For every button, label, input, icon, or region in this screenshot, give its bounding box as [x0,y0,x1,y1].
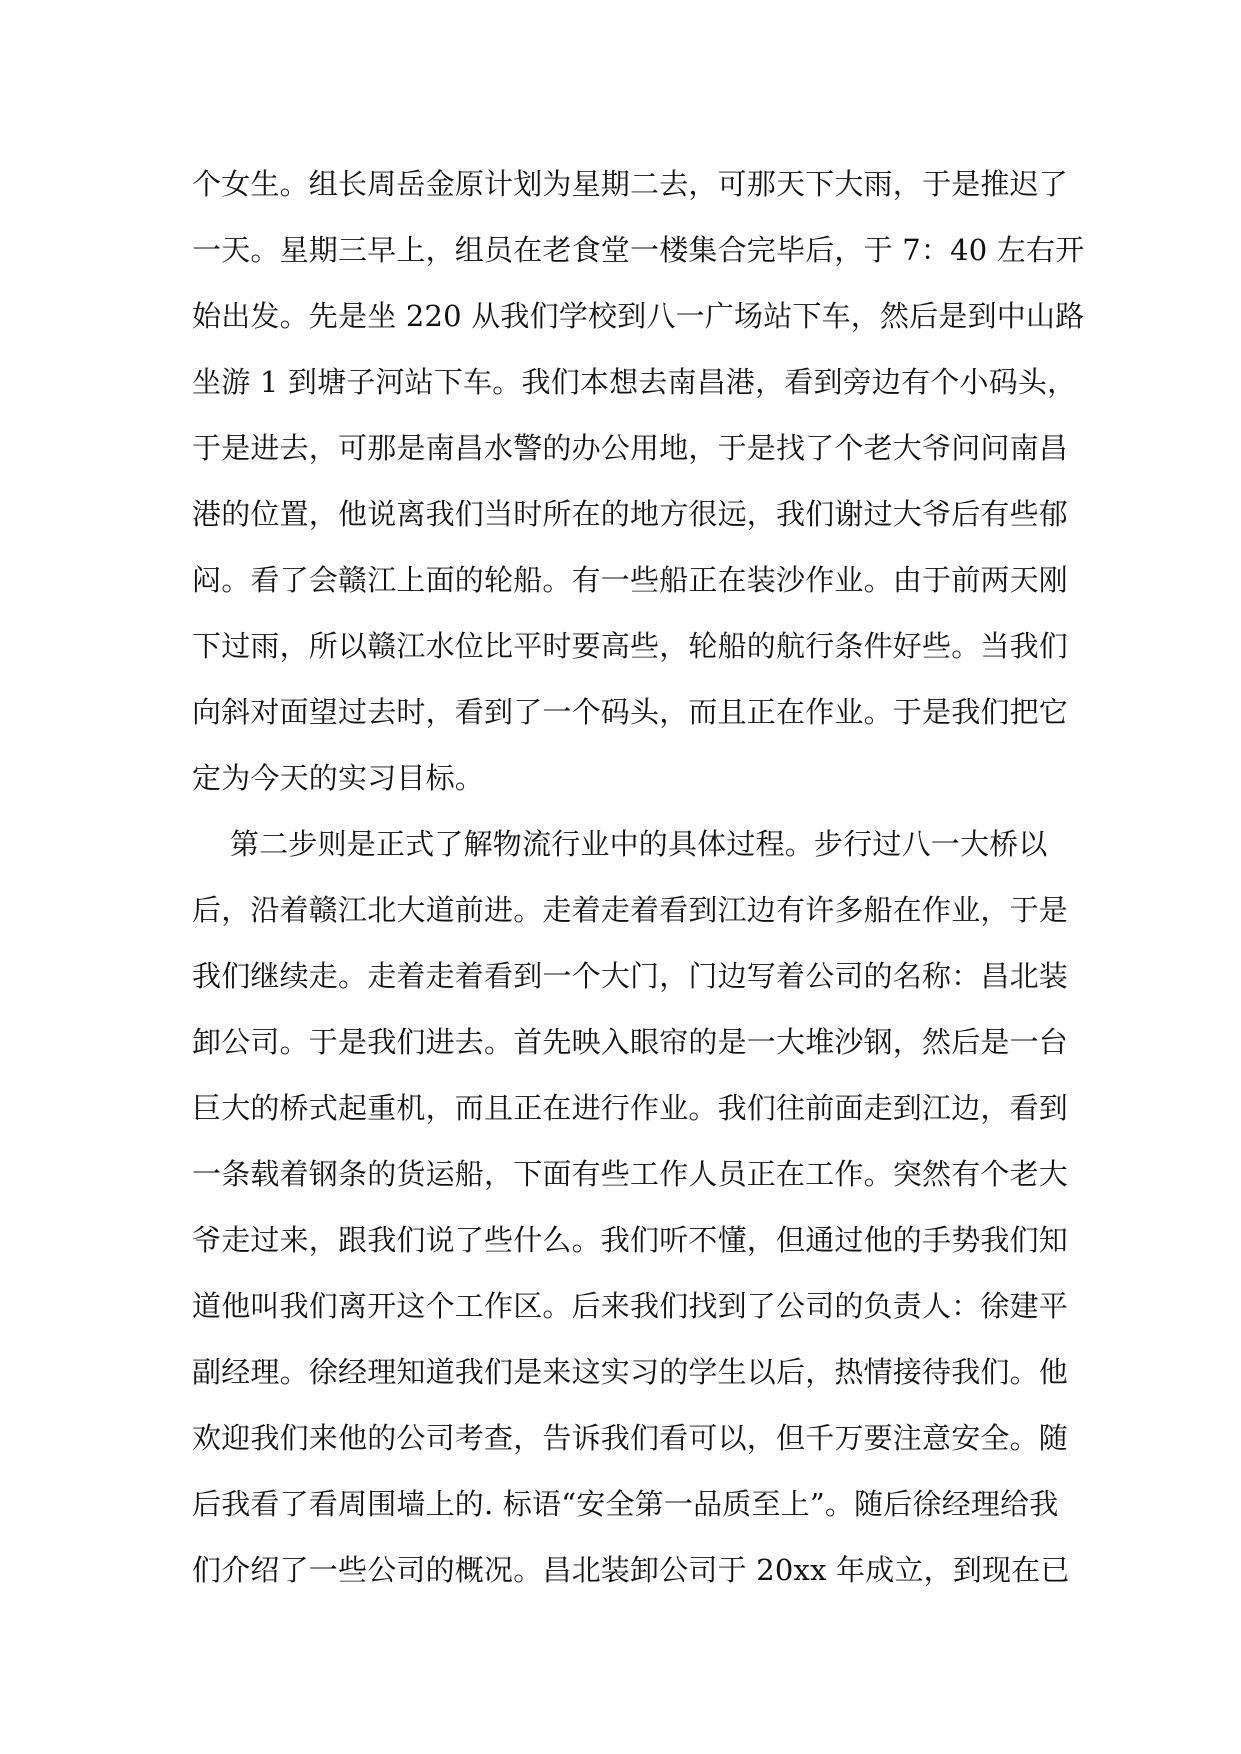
text-line: 个女生。组长周岳金原计划为星期二去，可那天下大雨，于是推迟了 [192,167,1069,201]
text-line: 道他叫我们离开这个工作区。后来我们找到了公司的负责人：徐建平 [192,1289,1069,1323]
text-line: 定为今天的实习目标。 [192,761,485,795]
text-line: 后，沿着赣江北大道前进。走着走着看到江边有许多船在作业，于是 [192,893,1069,927]
text-line: 欢迎我们来他的公司考查，告诉我们看可以，但千万要注意安全。随 [192,1421,1069,1455]
text-line: 巨大的桥式起重机，而且正在进行作业。我们往前面走到江边，看到 [192,1091,1069,1125]
text-line: 副经理。徐经理知道我们是来这实习的学生以后，热情接待我们。他 [192,1355,1069,1389]
text-line: 向斜对面望过去时，看到了一个码头，而且正在作业。于是我们把它 [192,695,1069,729]
text-line: 始出发。先是坐 220 从我们学校到八一广场站下车，然后是到中山路 [192,299,1085,333]
text-line: 一条载着钢条的货运船，下面有些工作人员正在工作。突然有个老大 [192,1157,1069,1191]
text-line: 后我看了看周围墙上的. 标语“安全第一品质至上”。随后徐经理给我 [192,1487,1059,1521]
text-line: 于是进去，可那是南昌水警的办公用地，于是找了个老大爷问问南昌 [192,431,1069,465]
text-line: 坐游 1 到塘子河站下车。我们本想去南昌港，看到旁边有个小码头， [192,365,1077,399]
paragraph-start-line: 第二步则是正式了解物流行业中的具体过程。步行过八一大桥以 [230,827,1048,861]
body-text [192,151,1085,1603]
text-line: 港的位置，他说离我们当时所在的地方很远，我们谢过大爷后有些郁 [192,497,1069,531]
text-line: 卸公司。于是我们进去。首先映入眼帘的是一大堆沙钢，然后是一台 [192,1025,1069,1059]
text-line: 爷走过来，跟我们说了些什么。我们听不懂，但通过他的手势我们知 [192,1223,1069,1257]
text-line: 闷。看了会赣江上面的轮船。有一些船正在装沙作业。由于前两天刚 [192,563,1069,597]
text-line: 下过雨，所以赣江水位比平时要高些，轮船的航行条件好些。当我们 [192,629,1069,663]
text-line: 我们继续走。走着走着看到一个大门，门边写着公司的名称：昌北装 [192,959,1069,993]
text-line: 们介绍了一些公司的概况。昌北装卸公司于 20xx 年成立，到现在已 [192,1553,1070,1587]
text-line: 一天。星期三早上，组员在老食堂一楼集合完毕后，于 7：40 左右开 [192,233,1085,267]
